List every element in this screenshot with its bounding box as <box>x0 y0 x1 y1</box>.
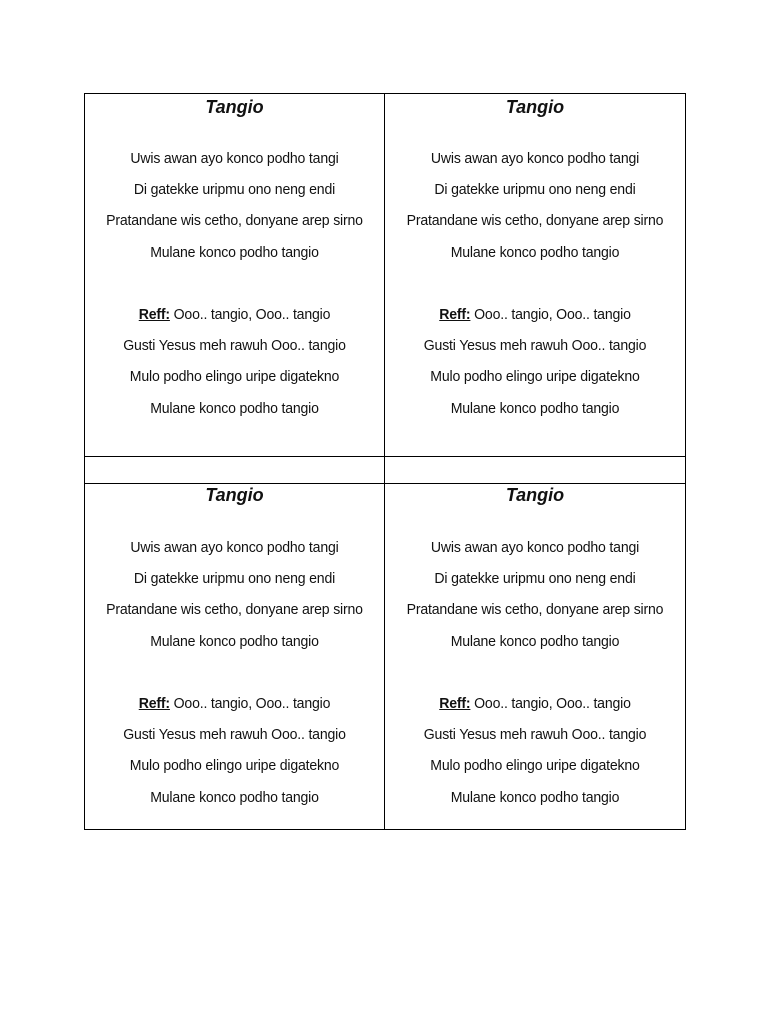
reff-line: Mulane konco podho tangio <box>150 788 319 806</box>
reff-line: Mulo podho elingo uripe digatekno <box>430 757 640 775</box>
verse-line: Mulane konco podho tangio <box>450 243 620 261</box>
reff-line: Mulane konco podho tangio <box>450 788 620 806</box>
reff-line: Gusti Yesus meh rawuh Ooo.. tangio <box>423 337 647 355</box>
reff-line: Gusti Yesus meh rawuh Ooo.. tangio <box>423 726 647 744</box>
reff-label: Reff: <box>138 694 170 712</box>
reff-line: Mulo podho elingo uripe digatekno <box>430 368 640 386</box>
verse-line: Uwis awan ayo konco podho tangi <box>430 150 640 167</box>
card-title: Tangio <box>505 485 565 505</box>
verse-line: Mulane konco podho tangio <box>450 632 620 650</box>
empty-cell <box>85 457 385 484</box>
reff-text: Ooo.. tangio, Ooo.. tangio <box>169 694 331 712</box>
verse-line: Pratandane wis cetho, donyane arep sirno <box>106 601 363 619</box>
verse <box>385 532 685 813</box>
verse-line: Uwis awan ayo konco podho tangi <box>130 539 339 556</box>
verse-line: Di gatekke uripmu ono neng endi <box>434 570 636 588</box>
spacer <box>385 657 685 688</box>
reff-line: Mulo podho elingo uripe digatekno <box>129 757 340 775</box>
verse-line: Di gatekke uripmu ono neng endi <box>133 181 336 199</box>
empty-cell <box>385 457 685 484</box>
verse-line: Mulane konco podho tangio <box>150 632 319 650</box>
reff-label: Reff: <box>439 694 471 712</box>
verse-line: Pratandane wis cetho, donyane arep sirno <box>106 212 363 230</box>
verse-line: Di gatekke uripmu ono neng endi <box>434 181 636 199</box>
reff-line: Gusti Yesus meh rawuh Ooo.. tangio <box>123 337 346 355</box>
reff-line: Mulane konco podho tangio <box>450 399 620 417</box>
spacer <box>85 657 384 688</box>
reff-line: Mulo podho elingo uripe digatekno <box>129 368 340 386</box>
reff-first-line <box>394 299 676 330</box>
reff-first-line <box>94 688 375 719</box>
reff-label: Reff: <box>439 305 471 323</box>
verse-line: Pratandane wis cetho, donyane arep sirno <box>406 601 664 619</box>
lyrics-card <box>85 484 385 829</box>
verse-line: Uwis awan ayo konco podho tangi <box>130 150 339 167</box>
reff-first-line <box>394 688 676 719</box>
reff-text: Ooo.. tangio, Ooo.. tangio <box>169 305 331 323</box>
verse-line: Di gatekke uripmu ono neng endi <box>133 570 336 588</box>
spacer <box>85 268 384 299</box>
verse <box>385 143 685 424</box>
verse <box>85 532 384 813</box>
lyrics-table <box>84 93 686 830</box>
card-title: Tangio <box>205 485 264 505</box>
spacer <box>385 268 685 299</box>
lyrics-card <box>385 484 685 829</box>
verse-line: Uwis awan ayo konco podho tangi <box>430 539 640 556</box>
verse <box>85 143 384 424</box>
reff-line: Gusti Yesus meh rawuh Ooo.. tangio <box>123 726 346 744</box>
lyrics-card <box>85 94 385 457</box>
reff-label: Reff: <box>138 305 170 323</box>
verse-line: Pratandane wis cetho, donyane arep sirno <box>406 212 664 230</box>
card-title: Tangio <box>505 97 565 117</box>
reff-line: Mulane konco podho tangio <box>150 399 319 417</box>
reff-text: Ooo.. tangio, Ooo.. tangio <box>470 305 631 323</box>
verse-line: Mulane konco podho tangio <box>150 243 319 261</box>
lyrics-card <box>385 94 685 457</box>
card-title: Tangio <box>205 97 264 117</box>
reff-first-line <box>94 299 375 330</box>
reff-text: Ooo.. tangio, Ooo.. tangio <box>470 694 631 712</box>
